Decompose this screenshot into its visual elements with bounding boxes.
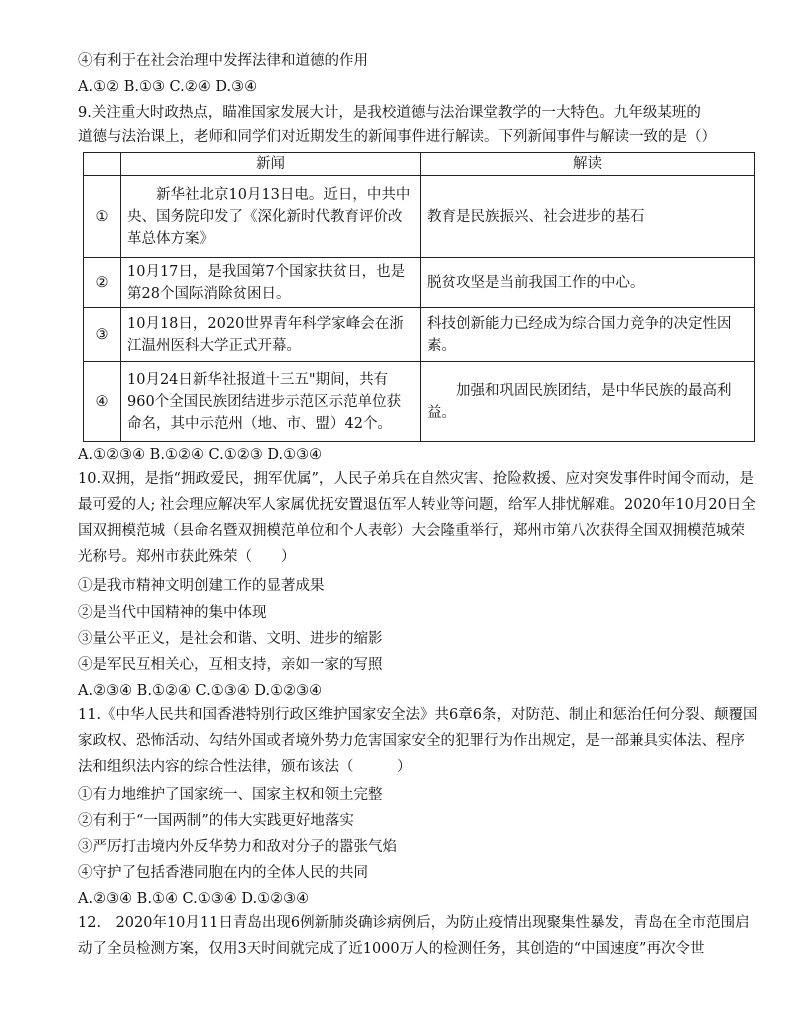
q12-stem: 12. 2020年10月11日青岛出现6例新肺炎确诊病例后，为防止疫情出现聚集性暴发，青岛在全市范围启动了全员检测方案，仅用3天时间就完成了近1000万人的检测任务，其创造的“中国速度”再次令世 [78,915,750,957]
q11-stem: 11.《中华人民共和国香港特别行政区维护国家安全法》共6章6条，对防范、制止和惩治任何分裂、颠覆国家政权、恐怖活动、勾结外国或者境外势力危害国家安全的犯罪行为作出规定，是一部兼具实体法、程序法和组织法内容的综合性法律，颁布该法（ ） [78,707,758,775]
table-row [84,176,755,258]
q11-option-2: ②有利于“一国两制”的伟大实践更好地落实 [78,813,354,829]
q10-option-2: ②是当代中国精神的集中体现 [78,605,267,621]
q10-stem: 10.双拥，是指“拥政爱民，拥军优属”，人民子弟兵在自然灾害、抢险救援、应对突发事件时闻令而动，是最可爱的人; 社会理应解决军人家属优抚安置退伍军人转业等问题，给军人排忧解难。2020年10月20日全国双拥模范城（县命名暨双拥模范单位和个人表彰）大会隆重举行，郑州市第八次获得全国双拥模范城荣光称号。郑州市获此殊荣（ ） [78,471,756,565]
row-interp: 教育是民族振兴、社会进步的基石 [421,176,755,258]
table-header-news: 新闻 [121,153,421,176]
table-row [84,308,755,362]
q10-answers: A.②③④ B.①②④ C.①③④ D.①②③④ [78,683,323,699]
row-interp: 加强和巩固民族团结，是中华民族的最高利益。 [421,362,755,442]
row-number: ③ [84,308,121,362]
row-number: ④ [84,362,121,442]
q10-option-3: ③量公平正义，是社会和谐、文明、进步的缩影 [78,631,383,647]
row-news: 10月17日，是我国第7个国家扶贫日，也是第28个国际消除贫困日。 [121,258,421,308]
row-news: 10月24日新华社报道十三五"期间，共有960个全国民族团结进步示范区示范单位获命名，其中示范州（地、市、盟）42个。 [121,362,421,442]
table-header-blank [84,153,121,176]
q10-option-4: ④是军民互相关心，互相支持，亲如一家的写照 [78,657,383,673]
q8-answers: A.①② B.①③ C.②④ D.③④ [78,79,258,95]
row-number: ② [84,258,121,308]
row-news: 10月18日，2020世界青年科学家峰会在浙江温州医科大学正式开幕。 [121,308,421,362]
q11-option-1: ①有力地维护了国家统一、国家主权和领土完整 [78,787,383,803]
q8-option-4: ④有利于在社会治理中发挥法律和道德的作用 [78,53,368,69]
q9-stem-line1: 9.关注重大时政热点，瞄准国家发展大计，是我校道德与法治课堂教学的一大特色。九年级某班的 [78,105,701,121]
table-header-interp: 解读 [421,153,755,176]
table-header-row [84,153,755,176]
q9-stem-line2: 道德与法治课上，老师和同学们对近期发生的新闻事件进行解读。下列新闻事件与解读一致的是（） [78,129,716,145]
q11-answers: A.②③④ B.①④ C.①③④ D.①②③④ [78,891,310,907]
q10-option-1: ①是我市精神文明创建工作的显著成果 [78,578,325,594]
row-interp: 脱贫攻坚是当前我国工作的中心。 [421,258,755,308]
q9-news-table [83,152,755,442]
row-number: ① [84,176,121,258]
row-interp: 科技创新能力已经成为综合国力竞争的决定性因素。 [421,308,755,362]
table-row [84,362,755,442]
row-news: 新华社北京10月13日电。近日，中共中央、国务院印发了《深化新时代教育评价改革总体方案》 [121,176,421,258]
table-row [84,258,755,308]
q9-answers: A.①②③④ B.①②④ C.①②③ D.①③④ [78,447,323,463]
q11-option-3: ③严厉打击境内外反华势力和敌对分子的嚣张气焰 [78,839,397,855]
q11-option-4: ④守护了包括香港同胞在内的全体人民的共同 [78,865,368,881]
